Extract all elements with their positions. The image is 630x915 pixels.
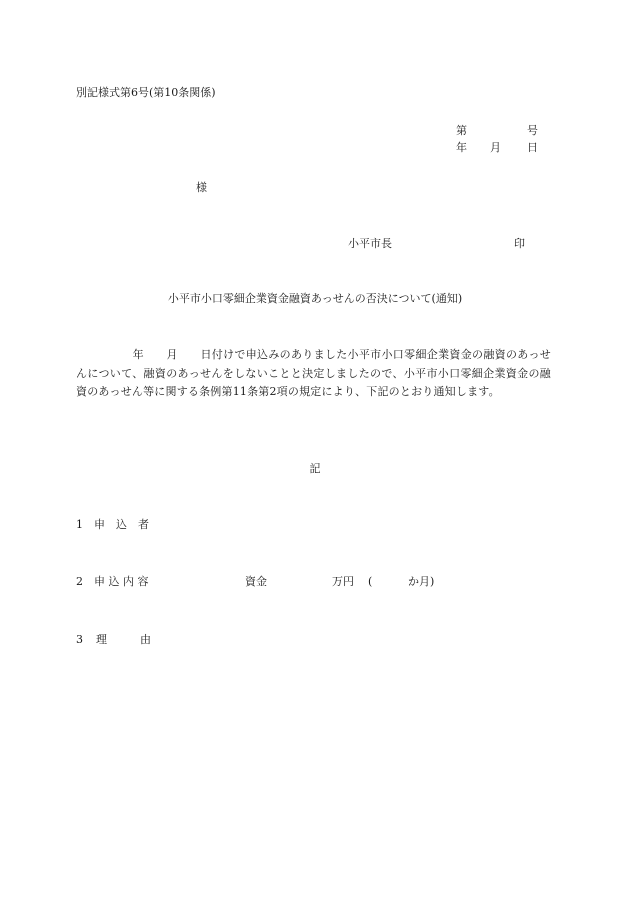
document-number-prefix: 第 — [456, 124, 467, 137]
item-2-application-label: 申 込 内 容 — [94, 575, 149, 588]
seal-mark: 印 — [514, 237, 525, 250]
document-number-suffix: 号 — [527, 124, 538, 137]
item-3-reason-label: 理 由 — [96, 633, 151, 646]
item-3-number: 3 — [76, 633, 83, 646]
item-2-fund-label: 資金 — [245, 575, 267, 588]
item-2-amount-unit: 万円 — [332, 575, 354, 588]
date-day-label: 日 — [527, 141, 538, 154]
item-1-applicant-label: 申 込 者 — [94, 518, 149, 531]
date-month-label: 月 — [490, 141, 501, 154]
item-2-number: 2 — [76, 575, 83, 588]
date-year-label: 年 — [456, 141, 467, 154]
issuer-name: 小平市長 — [348, 237, 392, 250]
notification-body: 年 月 日付けで申込みのありました小平市小口零細企業資金の融資のあっせんについて、融資のあっせんをしないことと決定しましたので、小平市小口零細企業資金の融資のあっせん等に関する条例第11条第2項の規定により、下記のとおり通知します。 — [76, 348, 551, 398]
item-2-open-paren: ( — [368, 575, 373, 588]
document-title: 小平市小口零細企業資金融資あっせんの否決について(通知) — [167, 292, 463, 305]
item-1-number: 1 — [76, 518, 83, 531]
addressee-honorific: 様 — [196, 181, 207, 194]
item-2-period-unit: か月) — [408, 575, 435, 588]
ki-heading: 記 — [309, 462, 321, 475]
form-number-label: 別記様式第6号(第10条関係) — [76, 86, 216, 99]
